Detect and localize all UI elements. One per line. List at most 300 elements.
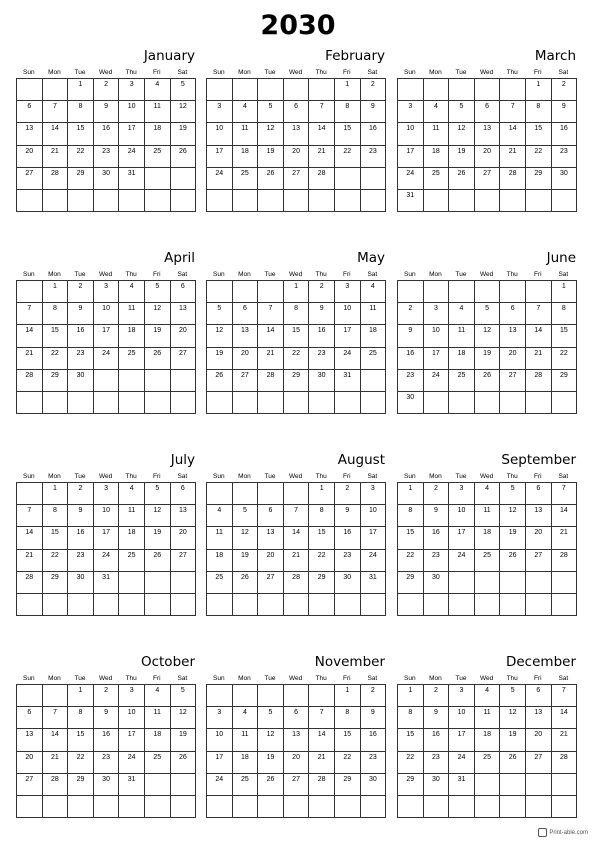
day-cell: 11 xyxy=(449,325,475,347)
day-cell: 12 xyxy=(449,123,475,145)
day-cell xyxy=(284,685,310,707)
weekday-label: Thu xyxy=(506,473,518,480)
day-cell: 20 xyxy=(284,146,310,168)
day-cell: 22 xyxy=(68,752,94,774)
day-cell xyxy=(552,572,578,594)
day-cell: 29 xyxy=(398,572,424,594)
day-cell: 20 xyxy=(233,348,259,370)
day-cell xyxy=(284,594,310,616)
day-cell: 21 xyxy=(552,729,578,751)
weekday-label: Mon xyxy=(48,473,61,480)
day-cell xyxy=(119,392,145,414)
day-cell xyxy=(145,774,171,796)
weekday-label: Fri xyxy=(533,473,542,480)
day-grid xyxy=(206,482,386,616)
day-cell xyxy=(233,483,259,505)
day-cell: 23 xyxy=(424,550,450,572)
day-cell: 22 xyxy=(552,348,578,370)
day-cell: 13 xyxy=(171,505,197,527)
day-cell xyxy=(68,392,94,414)
day-cell: 15 xyxy=(398,527,424,549)
day-cell xyxy=(145,168,171,190)
day-cell xyxy=(475,392,501,414)
day-cell: 9 xyxy=(424,505,450,527)
day-cell: 2 xyxy=(398,303,424,325)
day-cell: 11 xyxy=(233,123,259,145)
day-cell xyxy=(335,190,361,212)
day-cell: 30 xyxy=(424,774,450,796)
day-cell xyxy=(526,392,552,414)
day-cell: 7 xyxy=(552,685,578,707)
day-cell xyxy=(233,796,259,818)
day-cell: 18 xyxy=(207,550,233,572)
day-cell: 25 xyxy=(119,550,145,572)
day-cell: 18 xyxy=(119,527,145,549)
weekday-label: Fri xyxy=(152,675,161,682)
day-cell xyxy=(258,79,284,101)
weekday-label: Wed xyxy=(479,675,494,682)
day-cell: 18 xyxy=(424,146,450,168)
day-grid xyxy=(16,684,196,818)
weekday-label: Tue xyxy=(264,69,276,76)
day-cell: 27 xyxy=(284,168,310,190)
day-cell xyxy=(284,483,310,505)
day-cell: 14 xyxy=(500,123,526,145)
day-cell xyxy=(284,392,310,414)
day-cell: 12 xyxy=(258,729,284,751)
day-cell: 11 xyxy=(119,303,145,325)
day-cell xyxy=(526,281,552,303)
day-cell: 23 xyxy=(361,752,387,774)
day-cell: 17 xyxy=(119,123,145,145)
day-cell xyxy=(119,370,145,392)
day-cell: 13 xyxy=(526,505,552,527)
day-cell: 4 xyxy=(119,281,145,303)
day-cell: 5 xyxy=(207,303,233,325)
day-cell: 12 xyxy=(145,505,171,527)
day-cell: 28 xyxy=(17,370,43,392)
day-cell: 8 xyxy=(398,505,424,527)
day-cell: 18 xyxy=(145,123,171,145)
day-cell: 22 xyxy=(335,146,361,168)
day-cell: 18 xyxy=(233,752,259,774)
day-cell: 22 xyxy=(43,348,69,370)
day-cell: 6 xyxy=(17,707,43,729)
day-grid xyxy=(397,482,577,616)
day-cell: 5 xyxy=(233,505,259,527)
weekday-label: Fri xyxy=(533,271,542,278)
day-cell: 30 xyxy=(68,572,94,594)
weekday-header xyxy=(16,269,196,280)
day-cell: 7 xyxy=(526,303,552,325)
day-cell xyxy=(526,572,552,594)
day-cell: 6 xyxy=(258,505,284,527)
day-cell xyxy=(526,594,552,616)
day-cell: 27 xyxy=(17,168,43,190)
day-cell: 13 xyxy=(284,729,310,751)
day-cell: 22 xyxy=(309,550,335,572)
month-may xyxy=(206,249,386,414)
day-cell: 10 xyxy=(449,707,475,729)
weekday-label: Sat xyxy=(177,271,188,278)
day-cell: 4 xyxy=(233,101,259,123)
day-cell: 10 xyxy=(94,303,120,325)
day-cell: 31 xyxy=(119,168,145,190)
day-cell: 30 xyxy=(398,392,424,414)
day-cell xyxy=(43,594,69,616)
day-cell xyxy=(526,774,552,796)
day-cell: 12 xyxy=(171,101,197,123)
weekday-label: Tue xyxy=(74,69,86,76)
day-cell: 28 xyxy=(309,168,335,190)
day-cell: 8 xyxy=(68,101,94,123)
weekday-label: Sat xyxy=(558,271,569,278)
day-cell: 4 xyxy=(233,707,259,729)
month-november xyxy=(206,653,386,818)
day-cell xyxy=(449,392,475,414)
month-january xyxy=(16,47,196,212)
weekday-label: Mon xyxy=(238,69,251,76)
day-cell: 7 xyxy=(17,505,43,527)
day-cell: 27 xyxy=(233,370,259,392)
day-grid xyxy=(16,482,196,616)
day-cell: 8 xyxy=(335,707,361,729)
day-cell: 29 xyxy=(309,572,335,594)
day-cell xyxy=(145,796,171,818)
day-cell: 24 xyxy=(207,774,233,796)
day-cell: 20 xyxy=(500,348,526,370)
day-cell xyxy=(500,281,526,303)
weekday-label: Tue xyxy=(455,271,467,278)
day-cell xyxy=(552,774,578,796)
day-cell: 10 xyxy=(335,303,361,325)
day-cell: 28 xyxy=(526,370,552,392)
day-cell: 10 xyxy=(361,505,387,527)
day-cell xyxy=(17,483,43,505)
day-cell: 23 xyxy=(68,550,94,572)
day-cell: 4 xyxy=(119,483,145,505)
day-cell: 7 xyxy=(43,707,69,729)
weekday-label: Thu xyxy=(315,271,327,278)
day-cell: 2 xyxy=(335,483,361,505)
month-name: January xyxy=(143,48,195,64)
day-cell: 25 xyxy=(145,146,171,168)
day-cell: 7 xyxy=(17,303,43,325)
weekday-label: Thu xyxy=(125,473,137,480)
day-cell: 26 xyxy=(500,550,526,572)
day-cell: 6 xyxy=(526,685,552,707)
day-cell: 3 xyxy=(119,685,145,707)
weekday-label: Wed xyxy=(288,69,303,76)
day-cell: 1 xyxy=(335,79,361,101)
day-cell: 1 xyxy=(398,685,424,707)
day-cell xyxy=(233,190,259,212)
day-cell: 4 xyxy=(145,79,171,101)
day-cell: 21 xyxy=(309,752,335,774)
weekday-label: Sun xyxy=(404,473,416,480)
day-cell: 26 xyxy=(233,572,259,594)
day-cell: 8 xyxy=(43,303,69,325)
day-cell xyxy=(424,392,450,414)
day-cell: 5 xyxy=(475,303,501,325)
month-name: December xyxy=(505,654,576,670)
day-cell: 4 xyxy=(207,505,233,527)
day-cell: 21 xyxy=(43,146,69,168)
day-cell: 16 xyxy=(361,729,387,751)
day-cell: 15 xyxy=(68,123,94,145)
day-cell xyxy=(309,79,335,101)
month-august xyxy=(206,451,386,616)
month-name: February xyxy=(325,48,385,64)
day-cell: 2 xyxy=(552,79,578,101)
weekday-label: Tue xyxy=(74,675,86,682)
day-cell xyxy=(233,281,259,303)
day-cell: 17 xyxy=(335,325,361,347)
day-cell: 29 xyxy=(552,370,578,392)
day-cell: 28 xyxy=(500,168,526,190)
day-cell: 30 xyxy=(94,168,120,190)
day-cell: 14 xyxy=(309,729,335,751)
day-cell: 20 xyxy=(526,527,552,549)
day-cell: 7 xyxy=(284,505,310,527)
day-cell xyxy=(258,392,284,414)
day-cell: 23 xyxy=(68,348,94,370)
day-cell: 7 xyxy=(309,707,335,729)
day-cell: 1 xyxy=(526,79,552,101)
day-cell: 19 xyxy=(171,729,197,751)
day-cell: 18 xyxy=(475,729,501,751)
weekday-label: Mon xyxy=(238,271,251,278)
weekday-label: Wed xyxy=(288,675,303,682)
day-cell: 10 xyxy=(398,123,424,145)
day-cell: 23 xyxy=(398,370,424,392)
weekday-label: Sun xyxy=(404,271,416,278)
day-cell: 23 xyxy=(94,146,120,168)
day-cell xyxy=(68,190,94,212)
day-cell xyxy=(43,190,69,212)
day-cell: 13 xyxy=(284,123,310,145)
day-cell: 17 xyxy=(361,527,387,549)
day-cell: 10 xyxy=(207,729,233,751)
day-cell xyxy=(207,685,233,707)
day-cell: 29 xyxy=(398,774,424,796)
day-cell: 30 xyxy=(361,774,387,796)
day-cell: 22 xyxy=(68,146,94,168)
weekday-label: Fri xyxy=(342,675,351,682)
day-cell: 12 xyxy=(207,325,233,347)
day-cell xyxy=(398,281,424,303)
day-cell: 10 xyxy=(94,505,120,527)
month-name: June xyxy=(546,250,576,266)
day-cell: 14 xyxy=(552,707,578,729)
day-cell xyxy=(552,796,578,818)
day-cell: 18 xyxy=(361,325,387,347)
day-cell xyxy=(94,594,120,616)
day-cell: 11 xyxy=(424,123,450,145)
day-cell: 14 xyxy=(309,123,335,145)
weekday-header xyxy=(397,269,577,280)
day-cell: 9 xyxy=(68,303,94,325)
day-cell: 27 xyxy=(526,550,552,572)
month-october xyxy=(16,653,196,818)
weekday-label: Thu xyxy=(506,271,518,278)
day-cell: 23 xyxy=(309,348,335,370)
day-cell: 3 xyxy=(94,281,120,303)
day-cell: 20 xyxy=(526,729,552,751)
day-cell xyxy=(475,594,501,616)
weekday-label: Mon xyxy=(429,69,442,76)
month-name: October xyxy=(140,654,195,670)
day-cell: 18 xyxy=(145,729,171,751)
weekday-label: Sun xyxy=(213,271,225,278)
day-cell: 3 xyxy=(424,303,450,325)
weekday-label: Sat xyxy=(367,473,378,480)
day-cell: 7 xyxy=(43,101,69,123)
weekday-label: Sat xyxy=(558,675,569,682)
day-cell: 12 xyxy=(500,707,526,729)
day-cell xyxy=(361,392,387,414)
day-cell: 25 xyxy=(449,370,475,392)
day-cell xyxy=(361,370,387,392)
day-cell xyxy=(449,190,475,212)
day-cell: 8 xyxy=(398,707,424,729)
weekday-label: Mon xyxy=(238,675,251,682)
weekday-label: Wed xyxy=(479,473,494,480)
day-cell xyxy=(309,796,335,818)
weekday-label: Tue xyxy=(264,675,276,682)
day-cell xyxy=(475,190,501,212)
day-cell: 22 xyxy=(526,146,552,168)
weekday-header xyxy=(206,673,386,684)
day-cell: 13 xyxy=(171,303,197,325)
weekday-header xyxy=(16,673,196,684)
weekday-label: Fri xyxy=(342,473,351,480)
day-cell: 19 xyxy=(171,123,197,145)
day-cell: 12 xyxy=(145,303,171,325)
day-cell xyxy=(171,572,197,594)
day-cell: 30 xyxy=(68,370,94,392)
day-cell xyxy=(309,190,335,212)
day-cell xyxy=(171,370,197,392)
day-cell: 1 xyxy=(398,483,424,505)
day-cell: 2 xyxy=(94,685,120,707)
day-cell: 9 xyxy=(361,707,387,729)
day-cell: 25 xyxy=(475,550,501,572)
day-cell: 24 xyxy=(449,550,475,572)
day-cell: 11 xyxy=(145,707,171,729)
day-cell: 16 xyxy=(424,527,450,549)
day-cell: 23 xyxy=(552,146,578,168)
day-cell: 25 xyxy=(233,168,259,190)
printer-icon xyxy=(538,828,547,837)
day-cell xyxy=(145,572,171,594)
day-cell xyxy=(424,281,450,303)
day-cell xyxy=(500,572,526,594)
day-cell: 31 xyxy=(398,190,424,212)
day-cell xyxy=(171,796,197,818)
day-cell: 12 xyxy=(233,527,259,549)
weekday-label: Sun xyxy=(404,69,416,76)
day-grid xyxy=(206,280,386,414)
weekday-label: Sun xyxy=(213,473,225,480)
day-cell: 3 xyxy=(207,101,233,123)
day-cell xyxy=(258,594,284,616)
weekday-label: Sun xyxy=(213,69,225,76)
day-cell xyxy=(233,79,259,101)
day-cell xyxy=(284,796,310,818)
day-cell xyxy=(171,594,197,616)
weekday-label: Sat xyxy=(367,675,378,682)
day-cell: 27 xyxy=(284,774,310,796)
day-cell: 16 xyxy=(424,729,450,751)
day-cell: 22 xyxy=(284,348,310,370)
day-cell xyxy=(233,685,259,707)
day-cell xyxy=(526,190,552,212)
day-cell: 13 xyxy=(500,325,526,347)
day-cell: 19 xyxy=(233,550,259,572)
day-cell: 5 xyxy=(258,101,284,123)
day-cell xyxy=(207,392,233,414)
day-cell xyxy=(258,281,284,303)
day-cell: 1 xyxy=(284,281,310,303)
day-cell: 11 xyxy=(145,101,171,123)
weekday-header xyxy=(397,67,577,78)
weekday-header xyxy=(206,67,386,78)
day-cell xyxy=(398,594,424,616)
day-cell: 29 xyxy=(68,774,94,796)
day-cell: 11 xyxy=(361,303,387,325)
day-cell: 26 xyxy=(145,550,171,572)
weekday-label: Sat xyxy=(558,69,569,76)
day-cell xyxy=(449,594,475,616)
day-cell: 6 xyxy=(284,707,310,729)
day-cell: 28 xyxy=(43,168,69,190)
day-cell: 1 xyxy=(43,483,69,505)
day-cell: 17 xyxy=(424,348,450,370)
day-cell xyxy=(500,79,526,101)
day-cell: 28 xyxy=(552,752,578,774)
weekday-label: Wed xyxy=(288,473,303,480)
day-cell xyxy=(500,594,526,616)
day-cell: 3 xyxy=(449,483,475,505)
day-cell: 24 xyxy=(449,752,475,774)
day-cell: 4 xyxy=(449,303,475,325)
day-cell: 17 xyxy=(119,729,145,751)
day-cell xyxy=(424,796,450,818)
month-june xyxy=(397,249,577,414)
day-cell: 21 xyxy=(258,348,284,370)
day-cell: 3 xyxy=(335,281,361,303)
day-cell xyxy=(171,168,197,190)
day-cell: 10 xyxy=(119,707,145,729)
day-cell xyxy=(94,190,120,212)
day-cell xyxy=(119,572,145,594)
day-cell: 9 xyxy=(68,505,94,527)
day-cell: 15 xyxy=(68,729,94,751)
day-cell xyxy=(17,190,43,212)
day-cell: 28 xyxy=(309,774,335,796)
day-cell xyxy=(17,796,43,818)
day-cell: 23 xyxy=(94,752,120,774)
day-cell xyxy=(207,594,233,616)
day-cell: 26 xyxy=(500,752,526,774)
day-cell xyxy=(552,594,578,616)
day-cell: 9 xyxy=(309,303,335,325)
day-cell xyxy=(335,392,361,414)
day-cell: 24 xyxy=(424,370,450,392)
day-cell: 20 xyxy=(475,146,501,168)
day-cell: 8 xyxy=(68,707,94,729)
